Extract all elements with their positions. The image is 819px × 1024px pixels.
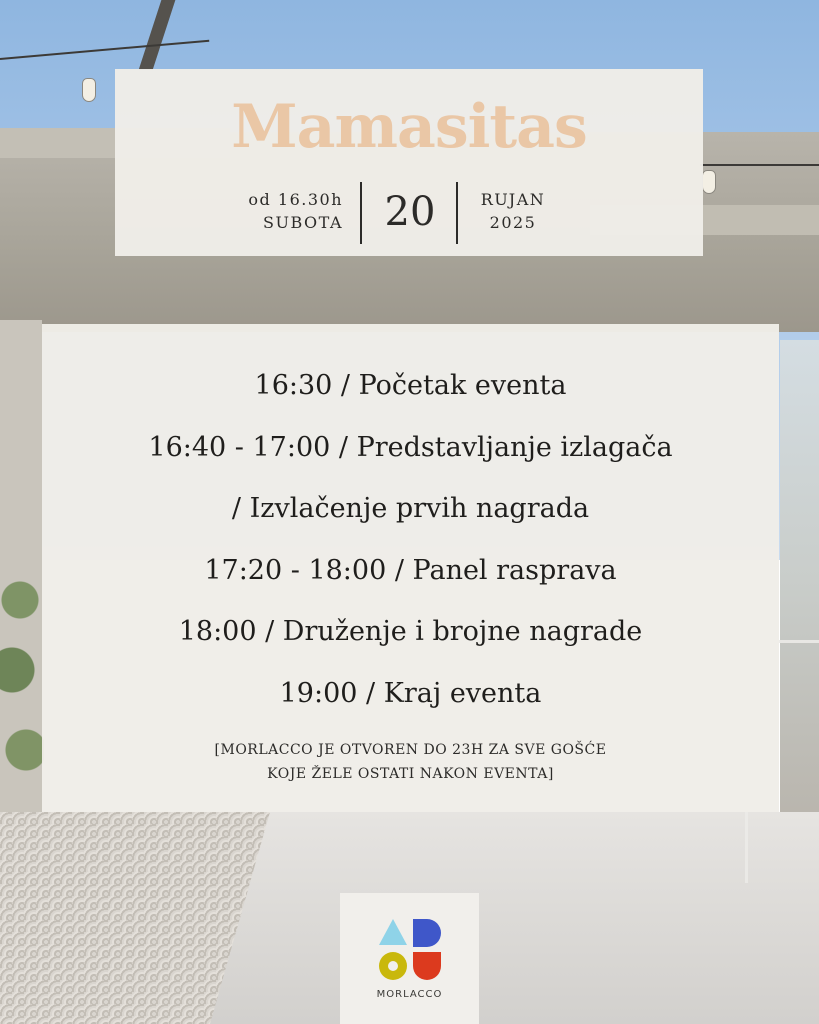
schedule-list: [42, 364, 779, 733]
schedule-item: 16:40 - 17:00 / Predstavljanje izlagača: [148, 431, 673, 463]
day-number: 20: [384, 189, 436, 235]
start-time: od 16.30h: [248, 190, 343, 209]
weekday: SUBOTA: [263, 213, 343, 232]
date-row: [115, 182, 703, 246]
divider: [360, 182, 362, 244]
opening-hours-note: [42, 738, 779, 786]
note-line: KOJE ŽELE OSTATI NAKON EVENTA]: [267, 766, 554, 782]
logo-triangle: [379, 919, 407, 945]
event-header-card: [115, 69, 703, 256]
light-bulb-icon: [82, 78, 96, 102]
plants: [0, 560, 44, 820]
string-light-wire-right: [700, 164, 819, 166]
note-line: [MORLACCO JE OTVOREN DO 23H ZA SVE GOŠĆE: [214, 742, 607, 758]
terrace-floor: [210, 812, 819, 1024]
logo-wordmark: MORLACCO: [376, 989, 443, 1000]
schedule-item: 18:00 / Druženje i brojne nagrade: [178, 616, 643, 647]
schedule-item: 16:30 / Početak eventa: [254, 370, 567, 401]
schedule-item: / Izvlačenje prvih nagrada: [231, 493, 590, 524]
logo-red-shape: [413, 952, 441, 980]
date-time-weekday: [223, 188, 343, 234]
logo-blue-shape: [413, 919, 441, 947]
month-year: [473, 188, 553, 234]
month: RUJAN: [480, 190, 546, 209]
morlacco-logo-icon: [377, 917, 443, 983]
year: 2025: [489, 213, 537, 232]
light-bulb-icon: [702, 170, 716, 194]
brand-logo-text: Mamasitas: [231, 92, 587, 162]
divider: [456, 182, 458, 244]
schedule-card: [42, 324, 779, 812]
logo-circle-center: [388, 961, 398, 971]
schedule-item: 19:00 / Kraj eventa: [279, 677, 542, 709]
morlacco-logo-card: [340, 893, 479, 1024]
schedule-item: 17:20 - 18:00 / Panel rasprava: [204, 554, 617, 586]
